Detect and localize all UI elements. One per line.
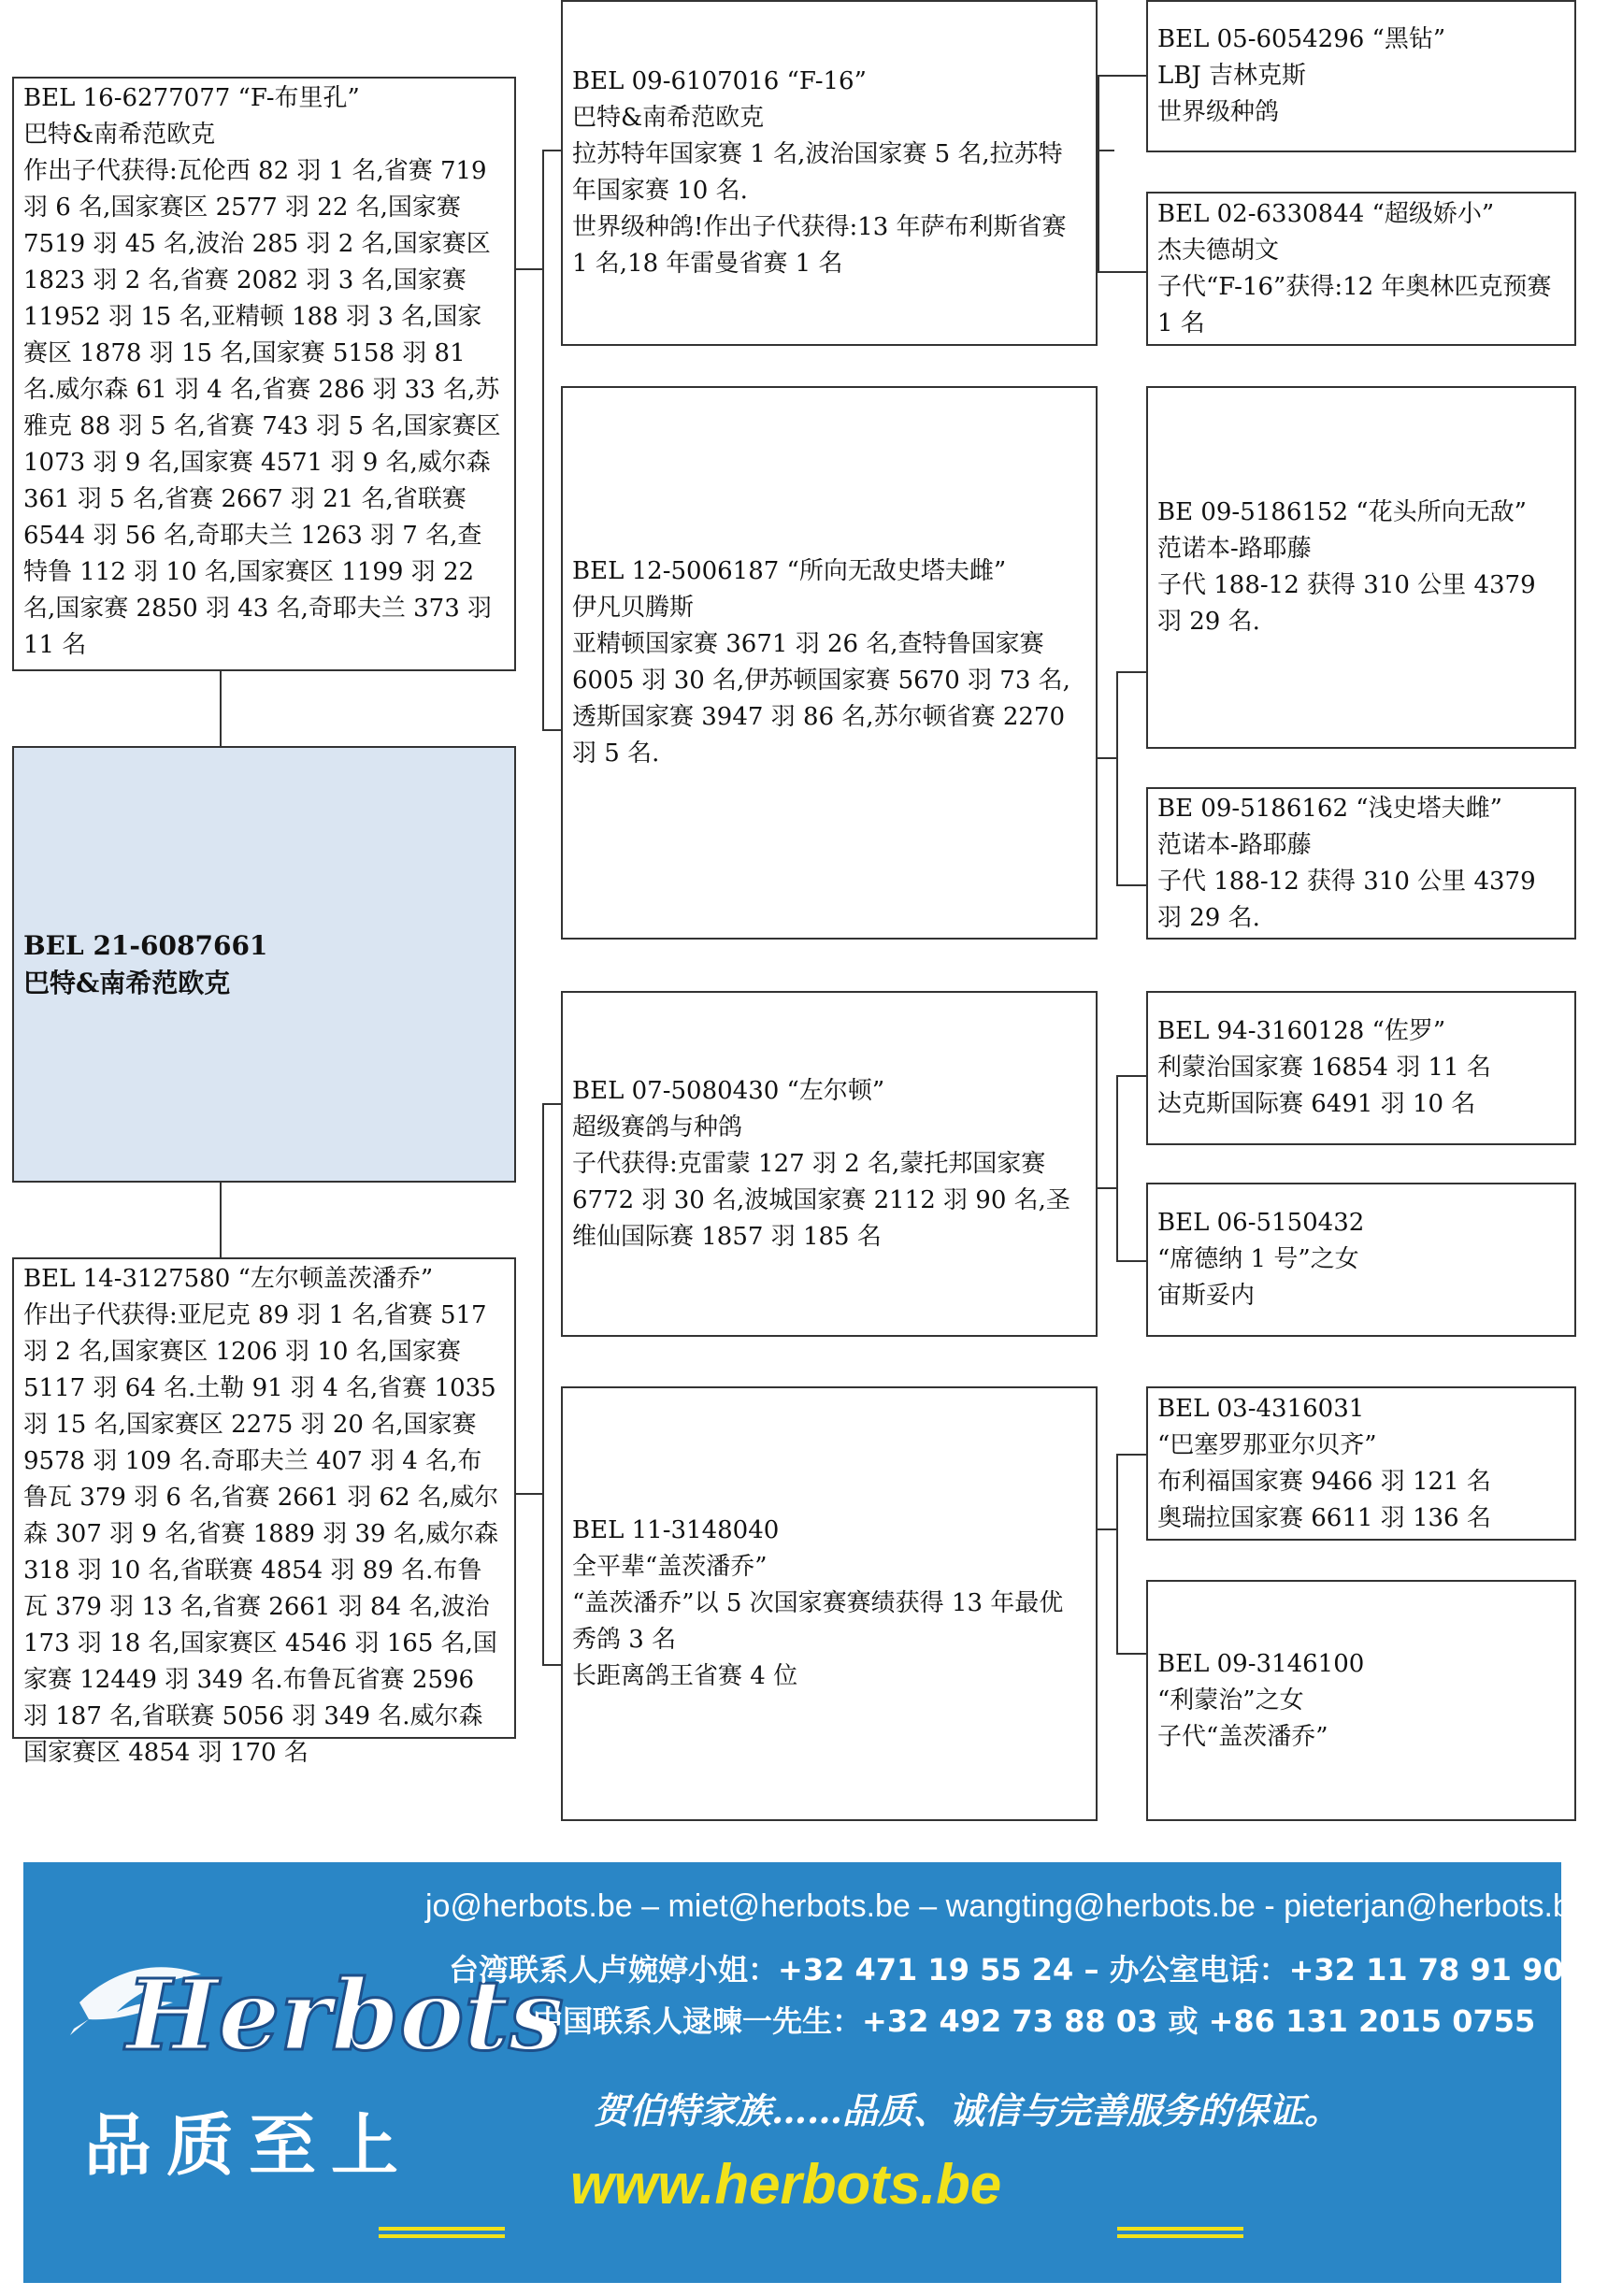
contact-banner	[23, 1862, 1588, 2283]
sire-dam-box	[561, 386, 1098, 940]
ds-sire-box	[1146, 991, 1576, 1145]
dam-sire-desc: 超级赛鸽与种鸽	[572, 1112, 743, 1141]
dd-sire-desc: “巴塞罗那亚尔贝齐”	[1157, 1430, 1377, 1459]
dd-sire-result-2: 奥瑞拉国家赛 6611 羽 136 名	[1157, 1503, 1491, 1532]
connector	[1098, 150, 1114, 151]
ss-dam-box	[1146, 192, 1576, 346]
connector	[1116, 671, 1146, 673]
sire-sire-box	[561, 0, 1098, 346]
sd-sire-ring: BE 09-5186152 “花头所向无敌”	[1157, 498, 1527, 526]
sd-dam-breeder: 范诺本-路耶藤	[1157, 830, 1312, 859]
sire-breeder: 巴特&南希范欧克	[23, 121, 216, 149]
sire-box	[12, 77, 516, 671]
sd-sire-breeder: 范诺本-路耶藤	[1157, 535, 1312, 563]
connector	[542, 1103, 544, 1664]
ss-sire-breeder: LBJ 吉林克斯	[1157, 62, 1307, 90]
connector	[1116, 671, 1118, 886]
dd-sire-box	[1146, 1386, 1576, 1541]
logo-wordmark: Herbots	[126, 1958, 564, 2073]
connector	[1098, 757, 1116, 759]
connector	[542, 729, 561, 731]
connector	[1098, 271, 1146, 273]
dd-sire-ring: BEL 03-4316031	[1157, 1394, 1365, 1423]
connector	[220, 671, 222, 746]
ds-sire-ring: BEL 94-3160128 “佐罗”	[1157, 1017, 1446, 1045]
sd-dam-ring: BE 09-5186162 “浅史塔夫雌”	[1157, 794, 1502, 823]
connector	[1098, 1528, 1116, 1530]
sire-sire-notes: 世界级种鸽!作出子代获得:13 年萨布利斯省赛 1 名,18 年雷曼省赛 1 名	[572, 213, 1067, 278]
taiwan-contact: 台湾联系人卢婉婷小姐：+32 471 19 55 24 – 办公室电话：+32 11 78 91 90	[449, 1952, 1564, 1987]
connector	[1116, 1260, 1146, 1262]
dam-dam-ring: BEL 11-3148040	[572, 1516, 780, 1544]
ss-sire-ring: BEL 05-6054296 “黑钻”	[1157, 25, 1446, 53]
dd-dam-desc: “利蒙治”之女	[1157, 1686, 1304, 1715]
dam-sire-results: 子代获得:克雷蒙 127 羽 2 名,蒙托邦国家赛 6772 羽 30 名,波城国家赛 2112 羽 90 名,圣维仙国际赛 1857 羽 185 名	[572, 1149, 1070, 1251]
divider-right-2	[1117, 2234, 1243, 2238]
dam-sire-box	[561, 991, 1098, 1337]
connector	[1116, 1075, 1146, 1077]
dam-dam-results: “盖茨潘乔”以 5 次国家赛赛绩获得 13 年最优秀鸽 3 名	[572, 1589, 1064, 1654]
ds-sire-result-2: 达克斯国际赛 6491 羽 10 名	[1157, 1090, 1476, 1118]
divider-left	[379, 2227, 505, 2231]
subject-breeder: 巴特&南希范欧克	[23, 967, 231, 998]
dd-sire-result-1: 布利福国家赛 9466 羽 121 名	[1157, 1467, 1491, 1496]
ds-sire-result-1: 利蒙治国家赛 16854 羽 11 名	[1157, 1054, 1491, 1082]
china-contact: 中国联系人逯暕一先生：+32 492 73 88 03 或 +86 131 2015 0755	[533, 2003, 1536, 2039]
dd-dam-note: 子代“盖茨潘乔”	[1157, 1722, 1328, 1751]
sire-dam-breeder: 伊凡贝腾斯	[572, 594, 695, 622]
divider-right	[1117, 2227, 1243, 2231]
ss-dam-note: 子代“F-16”获得:12 年奥林匹克预赛 1 名	[1157, 272, 1552, 337]
subject-box	[12, 746, 516, 1183]
dam-sire-ring: BEL 07-5080430 “左尔顿”	[572, 1076, 885, 1105]
website-link[interactable]: www.herbots.be	[570, 2153, 1002, 2216]
sire-dam-results: 亚精顿国家赛 3671 羽 26 名,查特鲁国家赛 6005 羽 30 名,伊苏顿国家赛 5670 羽 73 名,透斯国家赛 3947 羽 86 名,苏尔顿省赛 2270 羽 5 名.	[572, 630, 1070, 768]
slogan: 品质至上	[84, 2105, 414, 2185]
ds-dam-ring: BEL 06-5150432	[1157, 1209, 1365, 1237]
sire-ring: BEL 16-6277077 “F-布里孔”	[23, 84, 360, 112]
ss-dam-breeder: 杰夫德胡文	[1157, 236, 1280, 265]
connector	[1098, 75, 1099, 273]
dam-box	[12, 1257, 516, 1767]
sd-sire-box	[1146, 386, 1576, 749]
sire-sire-results: 拉苏特年国家赛 1 名,波治国家赛 5 名,拉苏特年国家赛 10 名.	[572, 140, 1063, 205]
family-promise: 贺伯特家族……品质、诚信与完善服务的保证。	[594, 2089, 1341, 2131]
divider-left-2	[379, 2234, 505, 2238]
sd-dam-box	[1146, 787, 1576, 940]
connector	[1116, 1454, 1118, 1655]
sd-dam-note: 子代 188-12 获得 310 公里 4379 羽 29 名.	[1157, 867, 1536, 932]
sire-sire-ring: BEL 09-6107016 “F-16”	[572, 67, 867, 95]
herbots-logo	[61, 1909, 564, 2082]
dam-dam-notes: 长距离鸽王省赛 4 位	[572, 1662, 798, 1690]
dd-dam-box	[1146, 1580, 1576, 1821]
dd-dam-ring: BEL 09-3146100	[1157, 1649, 1365, 1678]
connector	[542, 150, 561, 151]
connector	[1098, 1187, 1116, 1189]
connector	[1116, 1454, 1146, 1456]
sire-sire-breeder: 巴特&南希范欧克	[572, 104, 765, 132]
ss-sire-box	[1146, 0, 1576, 152]
dam-dam-desc: 全平辈“盖茨潘乔”	[572, 1553, 768, 1581]
contact-emails[interactable]: jo@herbots.be – miet@herbots.be – wangting@herbots.be - pieterjan@herbots.be	[425, 1888, 1588, 1924]
connector	[514, 1493, 542, 1495]
ds-dam-breeder: 宙斯妥内	[1157, 1282, 1256, 1310]
subject-ring: BEL 21-6087661	[23, 929, 268, 961]
ss-dam-ring: BEL 02-6330844 “超级娇小”	[1157, 199, 1495, 228]
sire-results: 作出子代获得:瓦伦西 82 羽 1 名,省赛 719 羽 6 名,国家赛区 2577 羽 22 名,国家赛 7519 羽 45 名,波治 285 羽 2 名,国家赛区 1823 羽 2 名,省赛 2082 羽 3 名,国家赛 11952 羽 15 名,亚精顿 188 羽 3 名,国家赛区 1878 羽 15 名,国家赛 5158 羽 81 名.威尔森 61 羽 4 名,省赛 286 羽 33 名,苏雅克 88 羽 5 名,省赛 743 羽 5 名,国家赛区 1073 羽 9 名,国家赛 4571 羽 9 名,威尔森 361 羽 5 名,省赛 2667 羽 21 名,省联赛 6544 羽 56 名,奇耶夫兰 1263 羽 7 名,查特鲁 112 羽 10 名,国家赛区 1199 羽 22 名,国家赛 2850 羽 43 名,奇耶夫兰 373 羽 11 名	[23, 157, 501, 659]
ss-sire-note: 世界级种鸽	[1157, 98, 1280, 126]
dam-dam-box	[561, 1386, 1098, 1821]
sd-sire-note: 子代 188-12 获得 310 公里 4379 羽 29 名.	[1157, 571, 1536, 636]
dam-results: 作出子代获得:亚尼克 89 羽 1 名,省赛 517 羽 2 名,国家赛区 1206 羽 10 名,国家赛 5117 羽 64 名.土勒 91 羽 4 名,省赛 1035 羽 15 名,国家赛区 2275 羽 20 名,国家赛 9578 羽 109 名.奇耶夫兰 407 羽 4 名,布鲁瓦 379 羽 6 名,省赛 2661 羽 62 名,威尔森 307 羽 9 名,省赛 1889 羽 39 名,威尔森 318 羽 10 名,省联赛 4854 羽 89 名.布鲁瓦 379 羽 13 名,省赛 2661 羽 84 名,波治 173 羽 18 名,国家赛区 4546 羽 165 名,国家赛 12449 羽 349 名.布鲁瓦省赛 2596 羽 187 名,省联赛 5056 羽 349 名.威尔森国家赛区 4854 羽 170 名	[23, 1301, 499, 1767]
connector	[542, 150, 544, 729]
ds-dam-box	[1146, 1183, 1576, 1337]
connector	[542, 1103, 561, 1105]
connector	[542, 1664, 561, 1666]
connector	[220, 1183, 222, 1257]
connector	[1116, 1075, 1118, 1262]
sire-dam-ring: BEL 12-5006187 “所向无敌史塔夫雌”	[572, 557, 1007, 585]
connector	[514, 268, 542, 270]
ds-dam-desc: “席德纳 1 号”之女	[1157, 1245, 1359, 1273]
connector	[1116, 884, 1146, 886]
dam-ring: BEL 14-3127580 “左尔顿盖茨潘乔”	[23, 1265, 434, 1293]
connector	[1116, 1653, 1146, 1655]
connector	[1098, 75, 1146, 77]
